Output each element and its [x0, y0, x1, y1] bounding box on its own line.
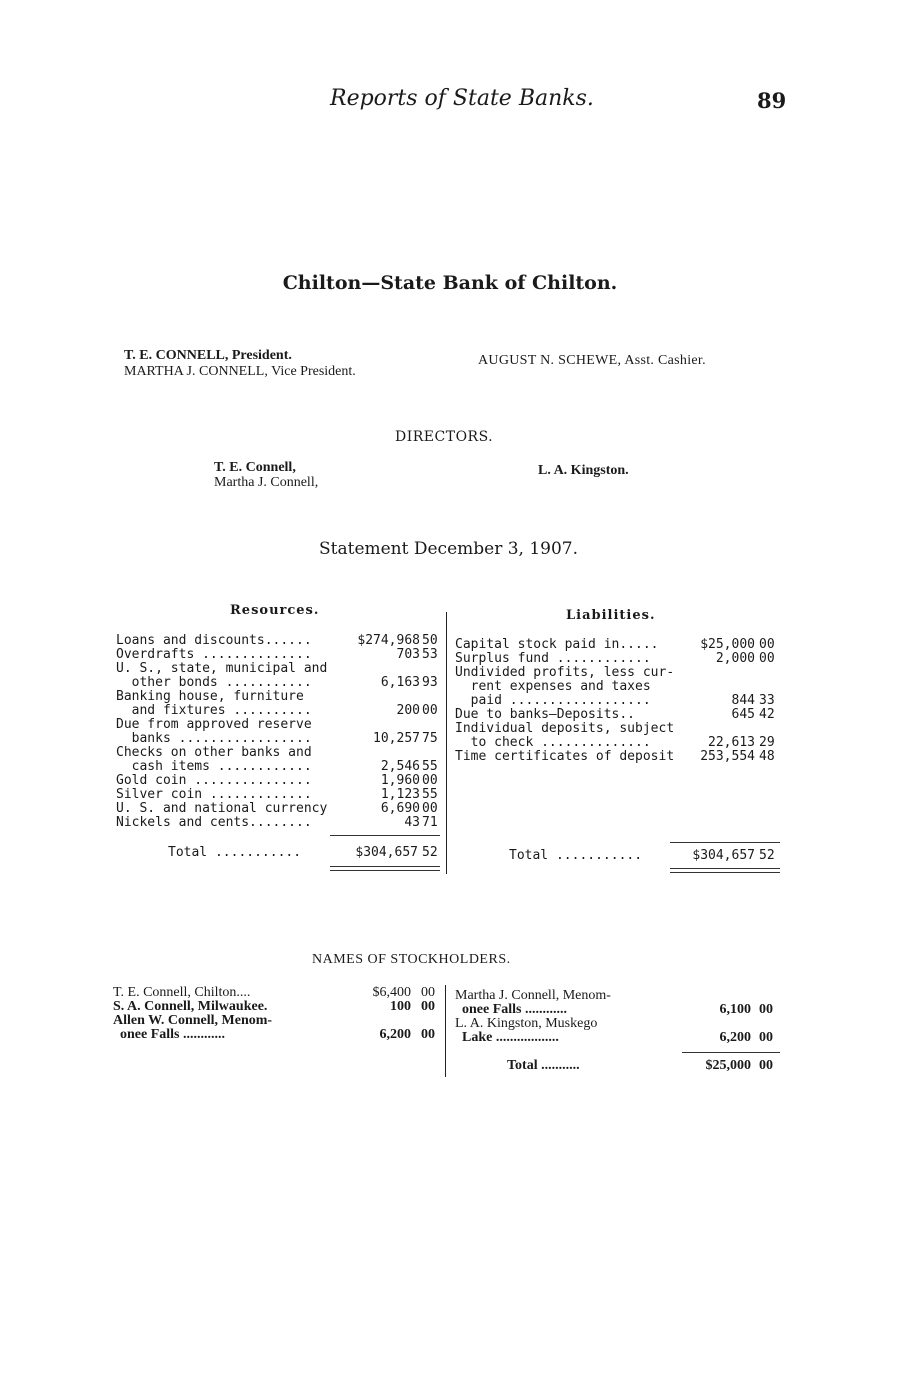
row-dollars: 6,200 — [719, 1030, 751, 1045]
stockholders-total-row — [455, 1059, 785, 1073]
row-cents: 55 — [422, 787, 438, 802]
row-dollars: 2,000 — [715, 651, 755, 666]
row-label: Loans and discounts...... — [116, 633, 312, 648]
row-label: onee Falls ............ — [113, 1027, 225, 1042]
bank-title: Chilton—State Bank of Chilton. — [282, 272, 618, 294]
table-row — [455, 652, 785, 666]
row-label: to check .............. — [455, 735, 651, 750]
row-dollars: 703 — [396, 647, 420, 662]
stockholders-total-rule — [682, 1052, 780, 1053]
table-row — [116, 816, 444, 830]
table-row — [116, 788, 444, 802]
table-row — [455, 666, 785, 680]
officer-vice-president: MARTHA J. CONNELL, Vice President. — [124, 364, 356, 379]
liabilities-heading: Liabilities. — [566, 608, 656, 623]
resources-heading: Resources. — [230, 603, 320, 618]
column-divider — [446, 612, 447, 874]
row-label: Undivided profits, less cur- — [455, 665, 675, 680]
row-dollars: $274,968 — [357, 633, 420, 648]
total-label: Total ........... — [509, 848, 643, 863]
total-label: Total ........... — [507, 1058, 580, 1073]
row-dollars: 10,257 — [373, 731, 420, 746]
stockholders-heading: NAMES OF STOCKHOLDERS. — [312, 952, 511, 967]
table-row — [455, 722, 785, 736]
row-dollars: 6,200 — [379, 1027, 411, 1042]
table-row — [455, 1003, 785, 1017]
director-name: T. E. Connell, — [214, 460, 296, 475]
table-row — [455, 708, 785, 722]
row-dollars: 22,613 — [708, 735, 755, 750]
row-label: Lake .................. — [455, 1030, 559, 1045]
total-label: Total ........... — [168, 845, 302, 860]
table-row — [455, 1031, 785, 1045]
running-header-title: Reports of State Banks. — [330, 86, 594, 111]
row-cents: 53 — [422, 647, 438, 662]
row-label: U. S., state, municipal and — [116, 661, 328, 676]
double-rule — [670, 868, 780, 869]
row-dollars: 6,690 — [380, 801, 420, 816]
row-dollars: 100 — [390, 999, 411, 1014]
row-cents: 00 — [759, 1030, 773, 1045]
row-cents: 00 — [759, 1002, 773, 1017]
liabilities-total-row — [455, 849, 785, 863]
row-label: rent expenses and taxes — [455, 679, 651, 694]
table-row — [455, 989, 785, 1003]
row-label: S. A. Connell, Milwaukee. — [113, 999, 268, 1014]
table-row — [116, 662, 444, 676]
director-name: L. A. Kingston. — [538, 463, 629, 478]
row-label: Overdrafts .............. — [116, 647, 312, 662]
total-dollars: $25,000 — [705, 1058, 751, 1073]
row-label: Surplus fund ............ — [455, 651, 651, 666]
double-rule — [670, 872, 780, 873]
row-cents: 48 — [759, 749, 775, 764]
total-cents: 00 — [759, 1058, 773, 1073]
row-dollars: 1,960 — [380, 773, 420, 788]
row-cents: 29 — [759, 735, 775, 750]
row-dollars: 6,100 — [719, 1002, 751, 1017]
row-label: Martha J. Connell, Menom- — [455, 988, 611, 1003]
row-label: cash items ............ — [116, 759, 312, 774]
row-cents: 00 — [421, 985, 435, 1000]
resources-total-row — [116, 846, 444, 860]
row-cents: 00 — [421, 999, 435, 1014]
row-dollars: 43 — [404, 815, 420, 830]
row-cents: 00 — [422, 773, 438, 788]
table-row — [455, 694, 785, 708]
row-cents: 00 — [759, 651, 775, 666]
row-cents: 75 — [422, 731, 438, 746]
row-label: Time certificates of deposit — [455, 749, 675, 764]
table-row — [116, 746, 444, 760]
table-row — [113, 1028, 443, 1042]
row-label: banks ................. — [116, 731, 312, 746]
row-cents: 00 — [422, 801, 438, 816]
row-label: Gold coin ............... — [116, 773, 312, 788]
double-rule — [330, 866, 440, 867]
stockholders-right-list — [455, 989, 785, 1045]
director-name: Martha J. Connell, — [214, 475, 319, 490]
liabilities-total-rule — [670, 842, 780, 843]
table-row — [116, 634, 444, 648]
row-cents: 00 — [759, 637, 775, 652]
table-row — [116, 690, 444, 704]
table-row — [113, 1014, 443, 1028]
table-row — [116, 718, 444, 732]
row-cents: 55 — [422, 759, 438, 774]
total-dollars: $304,657 — [692, 848, 755, 863]
row-label: L. A. Kingston, Muskego — [455, 1016, 598, 1031]
table-row — [116, 648, 444, 662]
total-cents: 52 — [759, 848, 775, 863]
table-row — [116, 760, 444, 774]
row-label: T. E. Connell, Chilton.... — [113, 985, 251, 1000]
officer-asst-cashier: AUGUST N. SCHEWE, Asst. Cashier. — [478, 353, 706, 368]
liabilities-table — [455, 638, 785, 764]
row-label: Silver coin ............. — [116, 787, 312, 802]
row-label: onee Falls ............ — [455, 1002, 567, 1017]
table-row — [116, 802, 444, 816]
row-label: Allen W. Connell, Menom- — [113, 1013, 273, 1028]
table-row — [116, 704, 444, 718]
row-dollars: 844 — [731, 693, 755, 708]
table-row — [116, 774, 444, 788]
double-rule — [330, 870, 440, 871]
row-dollars: 645 — [731, 707, 755, 722]
row-label: U. S. and national currency — [116, 801, 328, 816]
table-row — [116, 732, 444, 746]
row-label: Due from approved reserve — [116, 717, 312, 732]
row-label: Individual deposits, subject — [455, 721, 675, 736]
table-row — [455, 638, 785, 652]
row-cents: 42 — [759, 707, 775, 722]
statement-title: Statement December 3, 1907. — [319, 539, 579, 559]
row-label: Checks on other banks and — [116, 745, 312, 760]
resources-total-rule — [330, 835, 440, 836]
page-number: 89 — [757, 88, 787, 113]
table-row — [455, 736, 785, 750]
row-cents: 00 — [421, 1027, 435, 1042]
directors-heading: DIRECTORS. — [395, 429, 494, 445]
row-dollars: 6,163 — [380, 675, 420, 690]
table-row — [455, 1017, 785, 1031]
resources-table — [116, 634, 444, 830]
row-dollars: 2,546 — [380, 759, 420, 774]
stockholders-divider — [445, 985, 446, 1077]
row-label: Banking house, furniture — [116, 689, 304, 704]
table-row — [455, 680, 785, 694]
row-dollars: $25,000 — [700, 637, 755, 652]
table-row — [455, 750, 785, 764]
row-label: and fixtures .......... — [116, 703, 312, 718]
row-dollars: $6,400 — [372, 985, 411, 1000]
row-cents: 93 — [422, 675, 438, 690]
table-row — [113, 986, 443, 1000]
row-dollars: 200 — [396, 703, 420, 718]
officer-president: T. E. CONNELL, President. — [124, 348, 292, 363]
row-cents: 71 — [422, 815, 438, 830]
total-cents: 52 — [422, 845, 438, 860]
row-cents: 50 — [422, 633, 438, 648]
row-label: other bonds ........... — [116, 675, 312, 690]
row-cents: 33 — [759, 693, 775, 708]
row-dollars: 253,554 — [700, 749, 755, 764]
row-cents: 00 — [422, 703, 438, 718]
row-label: Capital stock paid in..... — [455, 637, 659, 652]
row-label: Nickels and cents........ — [116, 815, 312, 830]
row-label: Due to banks—Deposits.. — [455, 707, 636, 722]
table-row — [116, 676, 444, 690]
stockholders-left-list — [113, 986, 443, 1042]
table-row — [113, 1000, 443, 1014]
total-dollars: $304,657 — [355, 845, 418, 860]
row-dollars: 1,123 — [380, 787, 420, 802]
row-label: paid .................. — [455, 693, 651, 708]
